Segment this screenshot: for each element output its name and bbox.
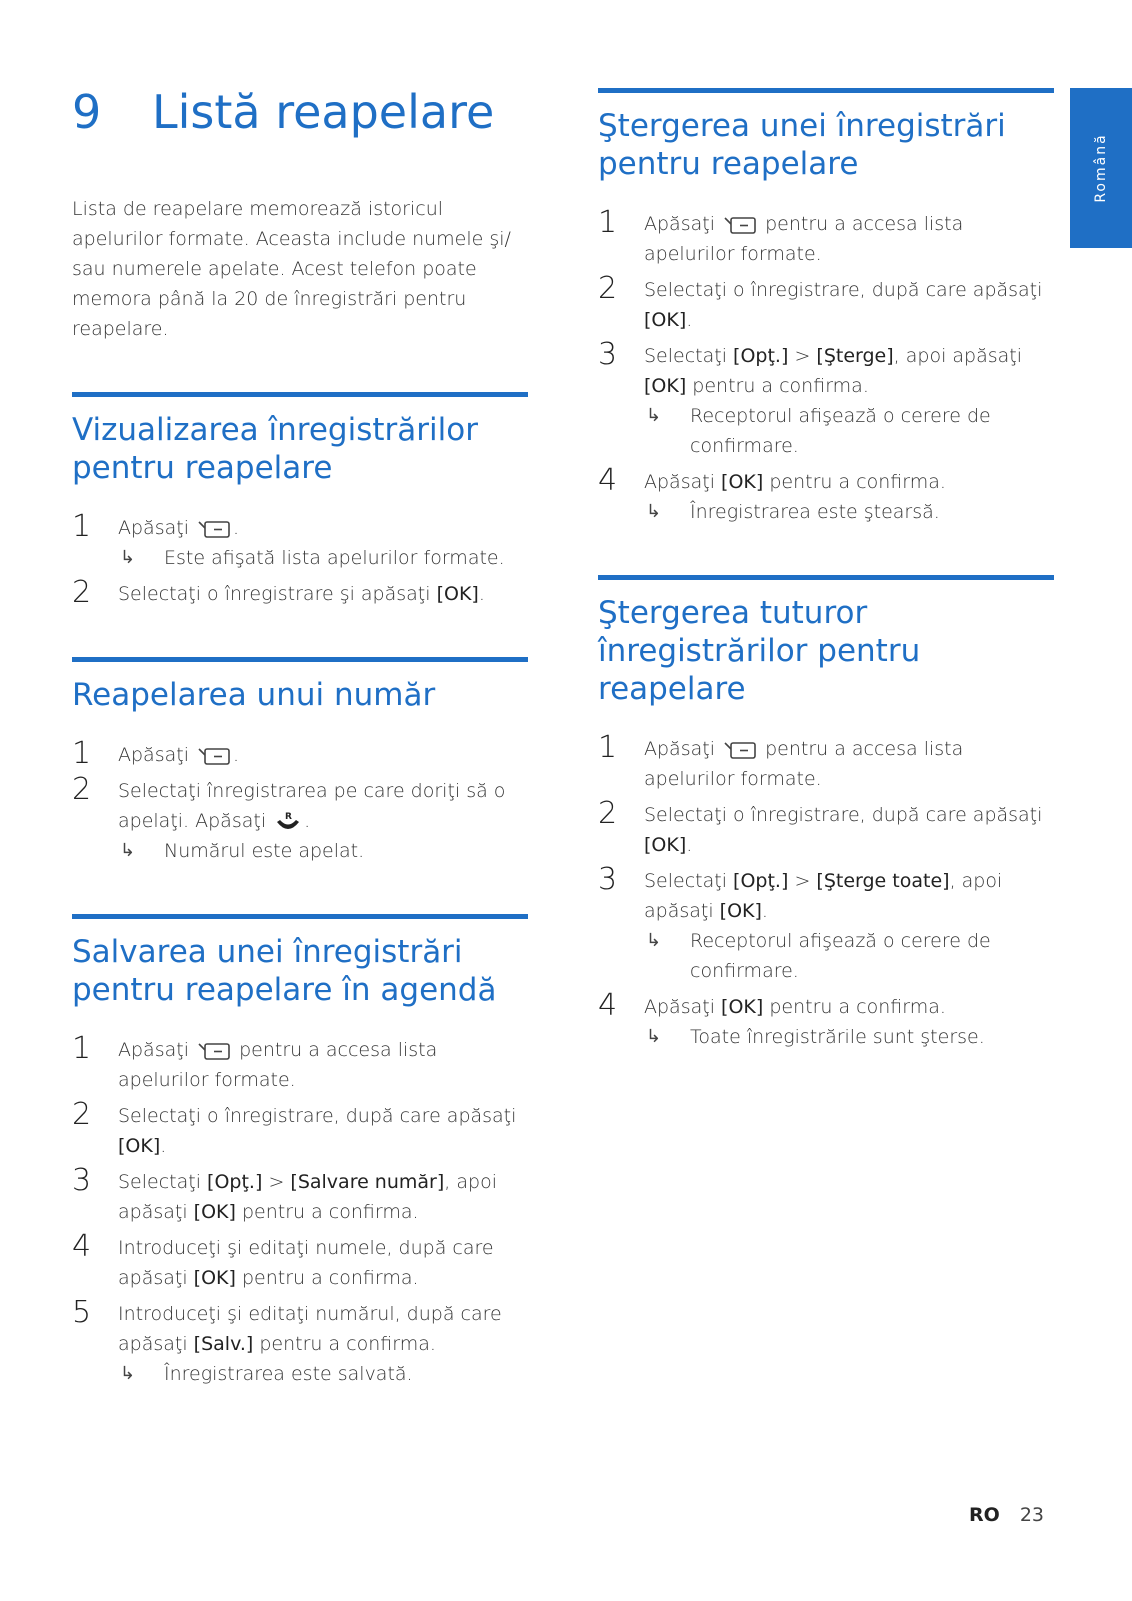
step	[72, 736, 528, 771]
step	[72, 772, 528, 866]
options-key-label: [Opţ.]	[733, 345, 789, 367]
menu-separator: >	[794, 345, 811, 367]
step-number: 2	[72, 575, 92, 610]
result-text: Înregistrarea este ştearsă.	[690, 501, 940, 523]
step-number: 4	[598, 463, 618, 498]
menu-separator: >	[794, 870, 811, 892]
step-number: 3	[598, 337, 618, 372]
chapter-number: 9	[72, 85, 102, 139]
step	[72, 1229, 528, 1293]
step-text: Apăsaţi	[118, 517, 189, 539]
step-number: 1	[72, 736, 92, 771]
step-text: apăsaţi	[118, 1201, 188, 1223]
step-text: apăsaţi	[644, 900, 714, 922]
result-arrow-icon: ↳	[646, 405, 662, 426]
section-title: Vizualizarea înregistrărilor pentru reapelare	[72, 412, 478, 486]
ok-key-label: [OK]	[436, 583, 479, 605]
results-list	[118, 543, 528, 573]
step-text: Apăsaţi	[644, 738, 715, 760]
delete-all-option-label: [Şterge toate]	[816, 870, 950, 892]
call-redial-icon	[274, 810, 302, 834]
result-arrow-icon: ↳	[646, 930, 662, 951]
step-number: 1	[72, 1031, 92, 1066]
ok-key-label: [OK]	[644, 375, 687, 397]
punctuation: .	[233, 744, 240, 766]
step-number: 4	[72, 1229, 92, 1264]
step	[598, 730, 1054, 794]
step-text: pentru a accesa lista apelurilor formate.	[644, 738, 964, 790]
step-text: Selectaţi o înregistrare, după care apăsaţi	[118, 1105, 517, 1127]
step-text: Apăsaţi	[644, 996, 715, 1018]
section-redial	[72, 657, 528, 866]
result-text: Receptorul afişează o cerere de confirmare.	[690, 405, 991, 457]
ok-key-label: [OK]	[721, 471, 764, 493]
menu-separator: >	[268, 1171, 285, 1193]
result-arrow-icon: ↳	[120, 547, 136, 568]
step-number: 3	[72, 1163, 92, 1198]
step-text: Apăsaţi	[118, 1039, 189, 1061]
page-footer	[969, 1504, 1044, 1526]
step-number: 2	[598, 796, 618, 831]
step	[72, 575, 528, 610]
results-list	[644, 926, 1054, 986]
results-list	[118, 836, 528, 866]
punctuation: .	[478, 583, 485, 605]
results-list	[644, 1022, 1054, 1052]
section-title: Ştergerea unei înregistrări pentru reapelare	[598, 108, 1006, 182]
step-number: 1	[598, 730, 618, 765]
result-text: Numărul este apelat.	[164, 840, 365, 862]
ok-key-label: [OK]	[719, 900, 762, 922]
ok-key-label: [OK]	[644, 834, 687, 856]
steps-list	[598, 205, 1054, 527]
delete-option-label: [Şterge]	[816, 345, 894, 367]
section-view	[72, 392, 528, 609]
options-key-label: [Opţ.]	[733, 870, 789, 892]
step	[598, 205, 1054, 269]
language-tab	[1070, 88, 1132, 248]
punctuation: .	[686, 834, 693, 856]
result-text: Este afişată lista apelurilor formate.	[164, 547, 505, 569]
step-text: pentru a confirma.	[241, 1267, 419, 1289]
step	[598, 862, 1054, 986]
steps-list	[72, 1031, 528, 1389]
left-column	[72, 82, 528, 1395]
ok-key-label: [OK]	[193, 1201, 236, 1223]
step-text: Selectaţi o înregistrare şi apăsaţi	[118, 583, 431, 605]
steps-list	[72, 509, 528, 610]
result-item	[644, 926, 1054, 986]
results-list	[118, 1359, 528, 1389]
step-text: pentru a accesa lista apelurilor formate.	[118, 1039, 438, 1091]
step-text: Selectaţi	[644, 345, 727, 367]
result-arrow-icon: ↳	[646, 1026, 662, 1047]
step-number: 2	[72, 1097, 92, 1132]
step-text: Selectaţi o înregistrare, după care apăsaţi	[644, 804, 1043, 826]
right-column	[598, 88, 1054, 1058]
steps-list	[72, 736, 528, 866]
ok-key-label: [OK]	[118, 1135, 161, 1157]
step-text: Selectaţi înregistrarea pe care doriţi să o apelaţi. Apăsaţi	[118, 780, 506, 832]
step-number: 5	[72, 1295, 92, 1330]
page-number: 23	[1019, 1504, 1044, 1526]
step-text: Selectaţi o înregistrare, după care apăsaţi	[644, 279, 1043, 301]
step-text: Apăsaţi	[644, 471, 715, 493]
intro-paragraph: Lista de reapelare memorează istoricul apelurilor formate. Aceasta include numele şi/ sau numerele apelate. Acest telefon poate memora până la 20 de înregistrări pentru reapelare.	[72, 198, 511, 340]
section-delete-all	[598, 575, 1054, 1052]
ok-key-label: [OK]	[193, 1267, 236, 1289]
step-text: Introduceţi şi editaţi numărul, după care apăsaţi	[118, 1303, 502, 1355]
step-text: pentru a accesa lista apelurilor formate.	[644, 213, 964, 265]
step-number: 4	[598, 988, 618, 1023]
step-text: , apoi	[949, 870, 1003, 892]
step-text: Selectaţi	[644, 870, 727, 892]
step	[598, 796, 1054, 860]
result-item	[118, 1359, 528, 1389]
step	[72, 1163, 528, 1227]
step-text: pentru a confirma.	[769, 471, 946, 493]
section-title: Ştergerea tuturor înregistrărilor pentru reapelare	[598, 595, 921, 707]
ok-key-label: [OK]	[721, 996, 764, 1018]
step	[598, 988, 1054, 1052]
redial-list-key-icon	[723, 739, 757, 761]
step	[598, 463, 1054, 527]
step-text: Introduceţi şi editaţi numele, după care apăsaţi	[118, 1237, 494, 1289]
step-number: 2	[598, 271, 618, 306]
options-key-label: [Opţ.]	[207, 1171, 263, 1193]
result-arrow-icon: ↳	[646, 501, 662, 522]
step-text: Apăsaţi	[118, 744, 189, 766]
result-item	[644, 1022, 1054, 1052]
result-item	[118, 836, 528, 866]
redial-list-key-icon	[197, 1040, 231, 1062]
chapter-heading	[72, 82, 528, 152]
step-number: 3	[598, 862, 618, 897]
redial-list-key-icon	[197, 745, 231, 767]
step	[598, 271, 1054, 335]
punctuation: .	[686, 309, 693, 331]
save-key-label: [Salv.]	[193, 1333, 254, 1355]
chapter-title: Listă reapelare	[152, 85, 495, 139]
result-item	[644, 401, 1054, 461]
result-item	[644, 497, 1054, 527]
result-text: Toate înregistrările sunt şterse.	[690, 1026, 985, 1048]
step-text: Selectaţi	[118, 1171, 201, 1193]
step-text: pentru a confirma.	[241, 1201, 419, 1223]
results-list	[644, 401, 1054, 461]
redial-list-key-icon	[197, 518, 231, 540]
step	[598, 337, 1054, 461]
language-tab-label: Română	[1093, 133, 1109, 203]
result-arrow-icon: ↳	[120, 1363, 136, 1384]
save-number-option-label: [Salvare număr]	[290, 1171, 445, 1193]
result-arrow-icon: ↳	[120, 840, 136, 861]
step-text: pentru a confirma.	[692, 375, 869, 397]
section-title: Reapelarea unui număr	[72, 677, 436, 713]
step-number: 2	[72, 772, 92, 807]
punctuation: .	[304, 810, 311, 832]
footer-language-code: RO	[968, 1504, 1000, 1526]
step-text: Apăsaţi	[644, 213, 715, 235]
step-number: 1	[72, 509, 92, 544]
section-delete	[598, 88, 1054, 527]
punctuation: .	[761, 900, 768, 922]
step-text: , apoi	[444, 1171, 497, 1193]
step	[72, 1295, 528, 1389]
redial-list-key-icon	[723, 214, 757, 236]
step-text: , apoi apăsaţi	[893, 345, 1023, 367]
step	[72, 509, 528, 573]
results-list	[644, 497, 1054, 527]
steps-list	[598, 730, 1054, 1052]
result-item	[118, 543, 528, 573]
step-text: pentru a confirma.	[259, 1333, 436, 1355]
step-text: pentru a confirma.	[769, 996, 946, 1018]
section-save	[72, 914, 528, 1389]
ok-key-label: [OK]	[644, 309, 687, 331]
step	[72, 1097, 528, 1161]
punctuation: .	[233, 517, 240, 539]
section-title: Salvarea unei înregistrări pentru reapelare în agendă	[72, 934, 497, 1008]
result-text: Înregistrarea este salvată.	[164, 1363, 413, 1385]
step-number: 1	[598, 205, 618, 240]
punctuation: .	[160, 1135, 167, 1157]
result-text: Receptorul afişează o cerere de confirmare.	[690, 930, 991, 982]
step	[72, 1031, 528, 1095]
